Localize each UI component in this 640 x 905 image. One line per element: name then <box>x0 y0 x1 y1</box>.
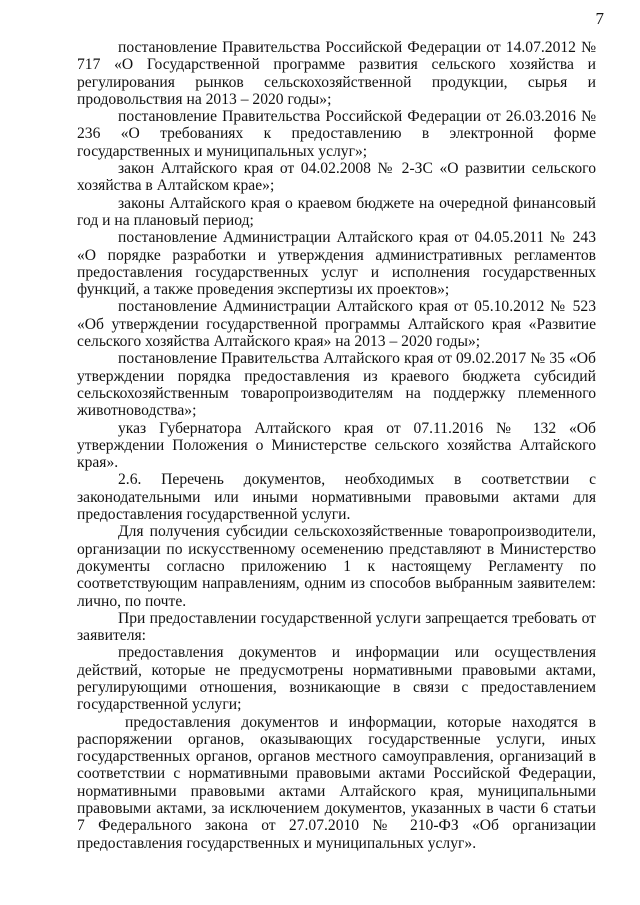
paragraph-decree-717: постановление Правительства Российской Федерации от 14.07.2012 № 717 «О Государственной программе развития сельского хозяйства и регулирования рынков сельскохозяйственной продукции, сырья и продовольствия на 2013 – 2020 годы»; <box>77 39 596 108</box>
document-body <box>77 39 596 852</box>
paragraph-prohibition-documents: предоставления документов и информации, которые находятся в распоряжении органов, оказывающих государственные услуги, иных государственных органов, органов местного самоуправления, организаций в соответствии с нормативными правовыми актами Российской Федерации, нормативными правовыми актами Алтайского края, муниципальными правовыми актами, за исключением документов, указанных в части 6 статьи 7 Федерального закона от 27.07.2010 № 210-ФЗ «Об организации предоставления государственных и муниципальных услуг». <box>77 713 596 852</box>
paragraph-budget-laws: законы Алтайского края о краевом бюджете на очередной финансовый год и на плановый период; <box>77 194 596 229</box>
paragraph-ukaz-132: указ Губернатора Алтайского края от 07.11.2016 № 132 «Об утверждении Положения о Министерстве сельского хозяйства Алтайского края». <box>77 419 596 472</box>
paragraph-decree-236: постановление Правительства Российской Федерации от 26.03.2016 № 236 «О требованиях к предоставлению в электронной форме государственных и муниципальных услуг»; <box>77 108 596 160</box>
paragraph-prohibitions-intro: При предоставлении государственной услуги запрещается требовать от заявителя: <box>77 609 596 645</box>
paragraph-decree-35: постановление Правительства Алтайского края от 09.02.2017 № 35 «Об утверждении порядка предоставления из краевого бюджета субсидий сельскохозяйственным товаропроизводителям на поддержку племенного животноводства»; <box>77 350 596 420</box>
paragraph-decree-243: постановление Администрации Алтайского края от 04.05.2011 № 243 «О порядке разработки и утверждения административных регламентов предоставления государственных услуг и исполнения государственных функций, а также проведения экспертизы их проектов»; <box>77 229 596 299</box>
paragraph-prohibition-actions: предоставления документов и информации или осуществления действий, которые не предусмотрены нормативными правовыми актами, регулирующими отношения, возникающие в связи с предоставлением государственной услуги; <box>77 644 596 714</box>
page-number: 7 <box>595 9 604 28</box>
paragraph-section-2-6-heading: 2.6. Перечень документов, необходимых в соответствии с законодательными или иными нормативными правовыми актами для предоставления государственной услуги. <box>77 471 596 524</box>
paragraph-law-2-zs: закон Алтайского края от 04.02.2008 № 2-ЗС «О развитии сельского хозяйства в Алтайском крае»; <box>77 160 596 195</box>
paragraph-decree-523: постановление Администрации Алтайского края от 05.10.2012 № 523 «Об утверждении государственной программы Алтайского края «Развитие сельского хозяйства Алтайского края» на 2013 – 2020 годы»; <box>77 298 596 351</box>
paragraph-subsidy-documents: Для получения субсидии сельскохозяйственные товаропроизводители, организации по искусственному осеменению представляют в Министерство документы согласно приложению 1 к настоящему Регламенту по соответствующим направлениям, одним из способов выбранным заявителем: лично, по почте. <box>77 523 596 610</box>
